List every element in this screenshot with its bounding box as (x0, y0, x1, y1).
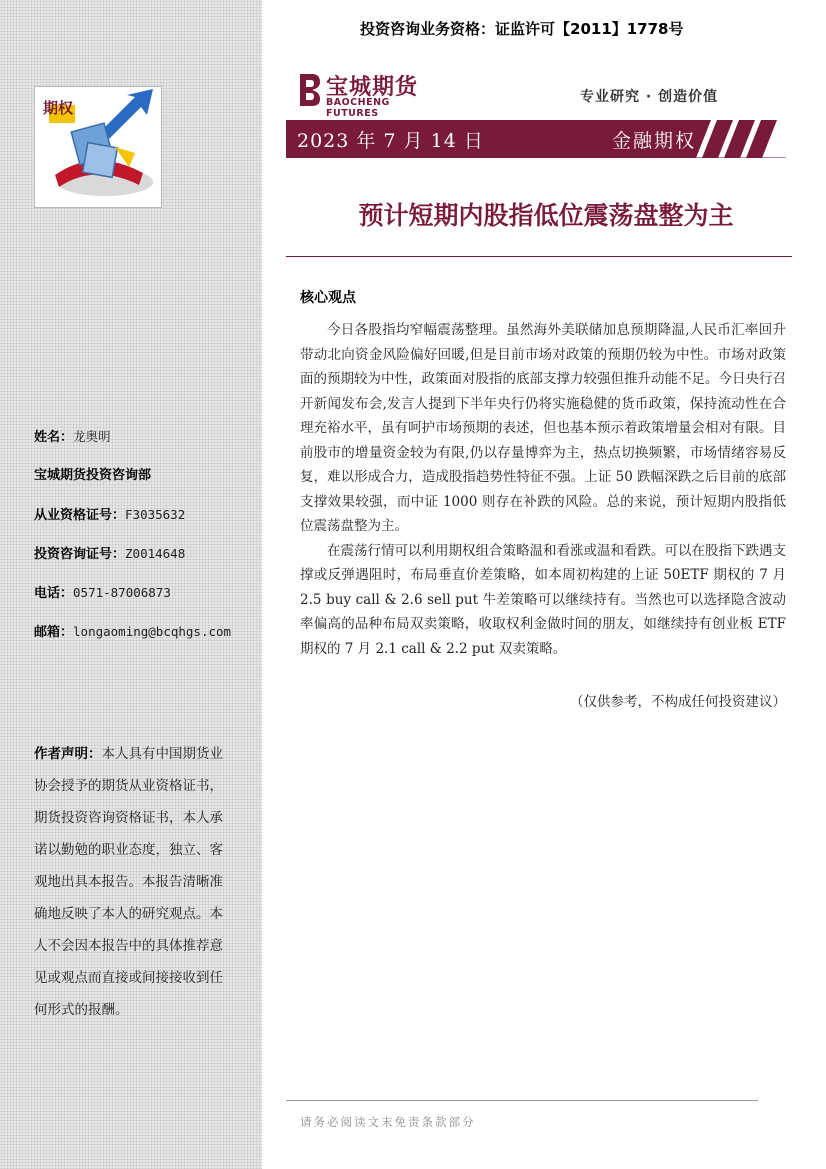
author-name-row (34, 428, 249, 467)
footer-divider (286, 1100, 758, 1101)
company-logo-icon (296, 72, 322, 108)
investment-note: （仅供参考，不构成任何投资建议） (570, 694, 786, 710)
phone-row (34, 584, 249, 623)
report-category: 金融期权 (612, 130, 697, 152)
author-declaration (34, 738, 228, 1026)
license-text: 投资咨询业务资格：证监许可【2011】1778号 (360, 20, 684, 38)
author-department-row (34, 467, 249, 506)
email-row (34, 623, 249, 662)
report-body (300, 318, 786, 661)
logo-chinese: 宝城期货 (326, 74, 419, 100)
cover-label: 期权 (43, 99, 74, 117)
declaration-label: 作者声明： (34, 746, 102, 762)
qualification-label: 从业资格证号： (34, 508, 126, 523)
slogan: 专业研究 · 创造价值 (580, 89, 719, 105)
email-label: 邮箱： (34, 625, 74, 640)
body-paragraph: 在震荡行情可以利用期权组合策略温和看涨或温和看跌。可以在股指下跌遇支撑或反弹遇阻时，布局垂直价差策略，如本周初构建的上证 50ETF 期权的 7 月 2.5 buy call & 2.6 sell put 牛差策略可以继续持有。当然也可以选择隐含波动率偏高的品种布局双卖策略，收取权利金做时间的朋友，如继续持有创业板 ETF 期权的 7 月 2.1 call & 2.2 put 双卖策略。 (300, 542, 786, 657)
author-name-label: 姓名： (34, 430, 74, 445)
company-logo (296, 72, 436, 119)
consulting-label: 投资咨询证号： (34, 547, 126, 562)
body-paragraph: 今日各股指均窄幅震荡整理。虽然海外美联储加息预期降温,人民币汇率回升带动北向资金风险偏好回暖,但是目前市场对政策的预期仍较为中性。市场对政策面的预期较为中性，政策面对股指的底部支撑力较强但推升动能不足。今日央行召开新闻发布会,发言人提到下半年央行仍将实施稳健的货币政策，保持流动性在合理充裕水平，虽有呵护市场预期的表述，但也基本预示着政策增量会相对有限。目前股市的增量资金较为有限,仍以存量博弈为主，热点切换频繁，市场情绪容易反复，难以形成合力，造成股指趋势性特征不强。上证 50 跌幅深跌之后目前的底部支撑效果较强，而中证 1000 则存在补跌的风险。总的来说，预计短期内股指低位震荡盘整为主。 (300, 322, 786, 534)
qualification-row (34, 506, 249, 545)
author-department: 宝城期货投资咨询部 (34, 468, 152, 483)
consulting-row (34, 545, 249, 584)
report-date: 2023 年 7 月 14 日 (297, 130, 484, 152)
report-title: 预计短期内股指低位震荡盘整为主 (358, 201, 734, 230)
author-info (34, 428, 249, 662)
email-address[interactable]: longaoming@bcqhgs.com (73, 624, 232, 639)
qualification-number: F3035632 (125, 507, 186, 522)
title-divider (286, 256, 792, 257)
declaration-text: 本人具有中国期货业协会授予的期货从业资格证书，期货投资咨询资格证书，本人承诺以勤勉的职业态度，独立、客观地出具本报告。本报告清晰准确地反映了本人的研究观点。本人不会因本报告中的具体推荐意见或观点而直接或间接接收到任何形式的报酬。 (34, 746, 223, 1018)
logo-english: BAOCHENG FUTURES (326, 97, 390, 119)
consulting-number: Z0014648 (125, 546, 186, 561)
cover-image (34, 86, 162, 208)
author-name: 龙奥明 (73, 429, 111, 444)
footer-disclaimer: 请务必阅读文末免责条款部分 (300, 1115, 476, 1129)
phone-label: 电话： (34, 586, 74, 601)
phone-number: 0571-87006873 (73, 585, 171, 600)
section-heading: 核心观点 (300, 290, 356, 306)
